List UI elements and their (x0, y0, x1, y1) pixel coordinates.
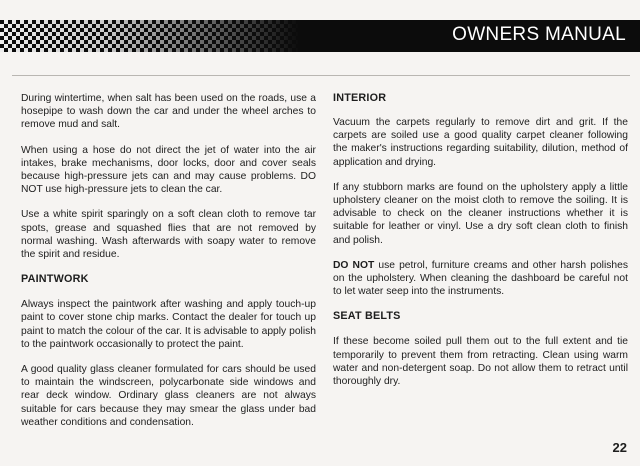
paragraph-hose-warning: When using a hose do not direct the jet of water into the air intakes, brake mechanisms, door locks, door and cover seals because high-pressure jets can and may cause problems. DO NOT use high-pressure jets to clean the car. (21, 144, 316, 196)
paragraph-seat-belts: If these become soiled pull them out to the full extent and tie temporarily to prevent them from retracting. Clean using warm water and non-detergent soap. Do not allow them to retract until thoroughly dry. (333, 336, 628, 388)
paragraph-vacuum: Vacuum the carpets regularly to remove dirt and grit. If the carpets are soiled use a good quality carpet cleaner following the maker's instructions regarding suitability, dilution, method of application and drying. (333, 117, 628, 168)
petrol-warning-text: use petrol, furniture creams and other harsh polishes on the upholstery. When cleaning the dashboard be careful not to let water seep into the instruments. (333, 259, 628, 298)
checkered-flag-pattern (0, 20, 300, 52)
do-not-emphasis: DO NOT (333, 259, 375, 271)
heading-paintwork: PAINTWORK (21, 273, 89, 286)
left-column (21, 92, 316, 441)
paragraph-stubborn-marks: If any stubborn marks are found on the upholstery apply a little upholstery cleaner on the moist cloth to remove the soiling. It is advisable to check on the cleaner instructions whether it is suitable for leather or vinyl. Use a dry soft clean cloth to finish and polish. (333, 181, 628, 246)
right-column (333, 92, 628, 400)
paragraph-touch-up: Always inspect the paintwork after washing and apply touch-up paint to cover stone chip marks. Contact the dealer for touch up paint to match the colour of the car. It is advisable to apply polish to the paintwork occasionally to protect the paint. (21, 299, 316, 350)
heading-interior: INTERIOR (333, 92, 387, 104)
paragraph-do-not-petrol (333, 259, 628, 299)
divider (12, 75, 630, 76)
heading-seat-belts: SEAT BELTS (333, 310, 401, 323)
header-banner (0, 20, 640, 52)
paragraph-winter-washing: During wintertime, when salt has been used on the roads, use a hosepipe to wash down the car and under the wheel arches to remove mud and salt. (21, 93, 316, 131)
paragraph-white-spirit: Use a white spirit sparingly on a soft clean cloth to remove tar spots, grease and squashed flies that are not removed by normal washing. Wash afterwards with soapy water to remove the spirit and residue. (21, 209, 316, 261)
paragraph-glass-cleaner: A good quality glass cleaner formulated for cars should be used to maintain the windscreen, polycarbonate side windows and rear deck window. Ordinary glass cleaners are not always suitable for cars because they may smear the glass under bad weather conditions and condensation. (21, 364, 316, 428)
page-title: OWNERS MANUAL (452, 24, 626, 45)
page-number: 22 (612, 440, 627, 455)
